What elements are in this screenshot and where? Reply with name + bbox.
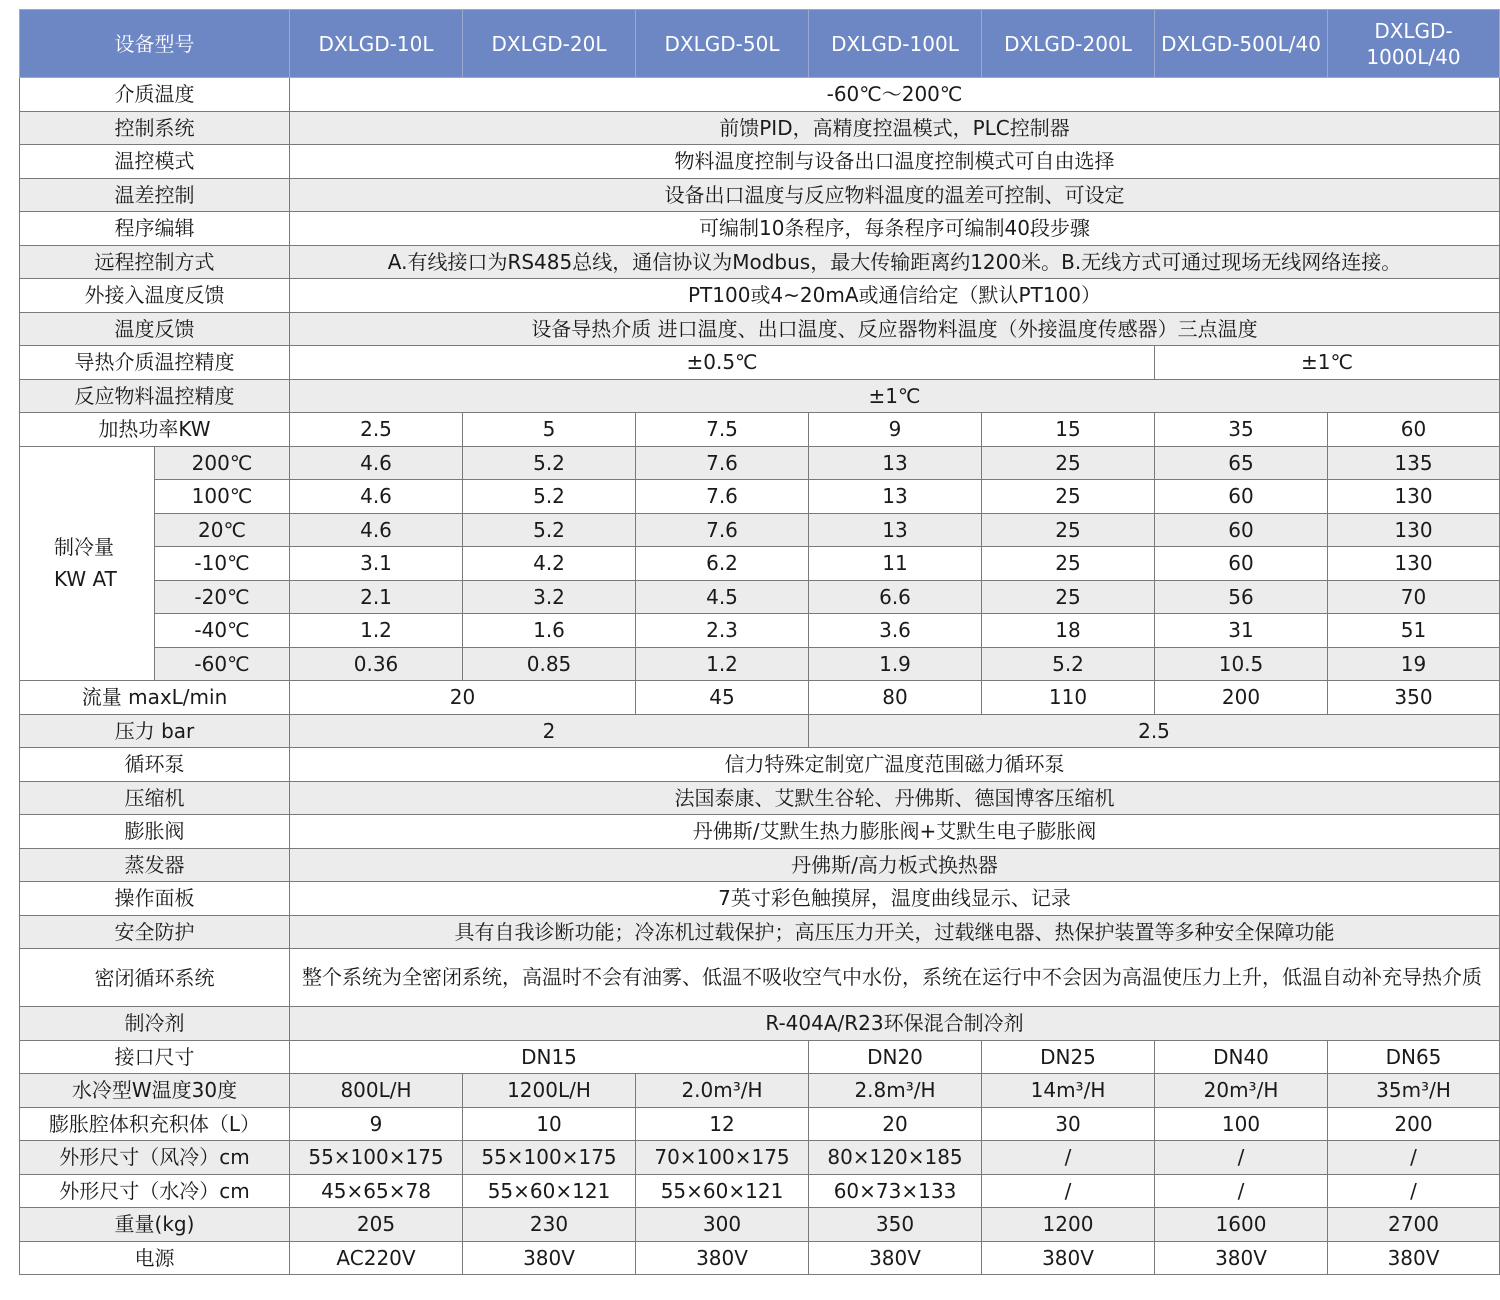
cell: 380V [1328,1241,1500,1275]
row-label: 蒸发器 [20,848,290,882]
cell: 4.5 [636,580,809,614]
cell: 25 [982,580,1155,614]
row-value: 具有自我诊断功能；冷冻机过载保护；高压压力开关，过载继电器、热保护装置等多种安全保障功能 [290,915,1500,949]
table-row [20,346,1500,380]
cell: 350 [1328,681,1500,715]
cooling-temp: 200℃ [155,446,290,480]
cell: 3.1 [290,547,463,581]
cell: 380V [982,1241,1155,1275]
row-label: 膨胀阀 [20,815,290,849]
cell: 1600 [1155,1208,1328,1242]
table-row [20,882,1500,916]
row-value: PT100或4~20mA或通信给定（默认PT100） [290,279,1500,313]
cell: 230 [463,1208,636,1242]
cell: 0.36 [290,647,463,681]
cell: 4.6 [290,446,463,480]
table-row [20,714,1500,748]
cell: 4.6 [290,480,463,514]
cell: 55×100×175 [463,1141,636,1175]
cell: 1.2 [636,647,809,681]
cell: 4.2 [463,547,636,581]
table-row [20,111,1500,145]
row-value: ±1℃ [290,379,1500,413]
row-label: 循环泵 [20,748,290,782]
cooling-temp: 20℃ [155,513,290,547]
cell: DN65 [1328,1040,1500,1074]
cell: 1.6 [463,614,636,648]
cell: 2.8m³/H [809,1074,982,1108]
cell: 31 [1155,614,1328,648]
table-row [20,1174,1500,1208]
cell: 80×120×185 [809,1141,982,1175]
row-value: 信力特殊定制宽广温度范围磁力循环泵 [290,748,1500,782]
cell: 35m³/H [1328,1074,1500,1108]
row-label: 膨胀腔体积充积体（L） [20,1107,290,1141]
row-label: 水冷型W温度30度 [20,1074,290,1108]
table-row [20,279,1500,313]
cell: 380V [636,1241,809,1275]
cell: 2 [290,714,809,748]
cell: 55×100×175 [290,1141,463,1175]
row-label: 重量(kg) [20,1208,290,1242]
row-label: 电源 [20,1241,290,1275]
model-header: DXLGD-1000L/40 [1328,10,1500,78]
cell: 2.1 [290,580,463,614]
table-row [20,1107,1500,1141]
cell: 2.0m³/H [636,1074,809,1108]
cell: 45 [636,681,809,715]
cooling-temp: 100℃ [155,480,290,514]
cell: AC220V [290,1241,463,1275]
cell: 200 [1155,681,1328,715]
row-label: 介质温度 [20,78,290,112]
cell: 130 [1328,513,1500,547]
cell: 14m³/H [982,1074,1155,1108]
table-row [20,1208,1500,1242]
cooling-label-line2: KW AT [54,567,117,592]
row-value: 物料温度控制与设备出口温度控制模式可自由选择 [290,145,1500,179]
row-label: 外形尺寸（水冷）cm [20,1174,290,1208]
row-value: 整个系统为全密闭系统，高温时不会有油雾、低温不吸收空气中水份，系统在运行中不会因为高温使压力上升，低温自动补充导热介质 [290,949,1500,1007]
cell: 350 [809,1208,982,1242]
table-row [20,614,1500,648]
cell: 55×60×121 [636,1174,809,1208]
row-value: 丹佛斯/高力板式换热器 [290,848,1500,882]
table-row [20,446,1500,480]
table-row [20,212,1500,246]
row-value: ±0.5℃ [290,346,1155,380]
row-value: 设备出口温度与反应物料温度的温差可控制、可设定 [290,178,1500,212]
cell: 60 [1328,413,1500,447]
cell: 380V [463,1241,636,1275]
row-label: 温控模式 [20,145,290,179]
cell: 205 [290,1208,463,1242]
model-header: DXLGD-10L [290,10,463,78]
cell: 25 [982,513,1155,547]
cell: 3.6 [809,614,982,648]
cell: 2.5 [809,714,1500,748]
row-label: 密闭循环系统 [20,949,290,1007]
cell: DN20 [809,1040,982,1074]
table-row [20,647,1500,681]
cooling-temp: -20℃ [155,580,290,614]
cell: 25 [982,480,1155,514]
table-row [20,413,1500,447]
table-row [20,312,1500,346]
cell: 80 [809,681,982,715]
cooling-label-line1: 制冷量 [54,535,114,560]
cell: / [982,1174,1155,1208]
row-label: 压缩机 [20,781,290,815]
row-value: R-404A/R23环保混合制冷剂 [290,1007,1500,1041]
cell: 12 [636,1107,809,1141]
cell: 1.2 [290,614,463,648]
row-label: 外接入温度反馈 [20,279,290,313]
cell: 20 [290,681,636,715]
cell: 51 [1328,614,1500,648]
cell: 13 [809,446,982,480]
row-label: 安全防护 [20,915,290,949]
cell: 380V [809,1241,982,1275]
row-label: 操作面板 [20,882,290,916]
row-label: 反应物料温控精度 [20,379,290,413]
cell: 45×65×78 [290,1174,463,1208]
table-row [20,949,1500,1007]
row-value: ±1℃ [1155,346,1500,380]
cell: DN15 [290,1040,809,1074]
cell: 11 [809,547,982,581]
cell: 56 [1155,580,1328,614]
cell: 15 [982,413,1155,447]
cell: 7.5 [636,413,809,447]
model-header: DXLGD-20L [463,10,636,78]
table-header [20,10,1500,78]
cell: 4.6 [290,513,463,547]
cell: 1200 [982,1208,1155,1242]
row-value: 丹佛斯/艾默生热力膨胀阀+艾默生电子膨胀阀 [290,815,1500,849]
cell: 60 [1155,513,1328,547]
cell: 9 [809,413,982,447]
table-row [20,580,1500,614]
model-header: DXLGD-200L [982,10,1155,78]
table-row [20,513,1500,547]
cell: 5 [463,413,636,447]
table-row [20,1074,1500,1108]
cell: 65 [1155,446,1328,480]
cell: / [1328,1174,1500,1208]
cooling-temp: -10℃ [155,547,290,581]
row-label: 远程控制方式 [20,245,290,279]
row-label: 制冷剂 [20,1007,290,1041]
cell: 35 [1155,413,1328,447]
cell: 25 [982,547,1155,581]
cell: 7.6 [636,446,809,480]
table-row [20,145,1500,179]
cell: 20 [809,1107,982,1141]
row-value: 前馈PID，高精度控温模式，PLC控制器 [290,111,1500,145]
cell: 800L/H [290,1074,463,1108]
cell: 2700 [1328,1208,1500,1242]
cell: 380V [1155,1241,1328,1275]
table-row [20,748,1500,782]
header-label: 设备型号 [20,10,290,78]
cell: DN25 [982,1040,1155,1074]
cell: 0.85 [463,647,636,681]
row-label: 控制系统 [20,111,290,145]
row-value: 可编制10条程序，每条程序可编制40段步骤 [290,212,1500,246]
cell: 30 [982,1107,1155,1141]
row-label: 温度反馈 [20,312,290,346]
table-row [20,178,1500,212]
cell: 3.2 [463,580,636,614]
row-label: 外形尺寸（风冷）cm [20,1141,290,1175]
cell: / [1155,1141,1328,1175]
cooling-label [20,446,155,681]
table-row [20,1007,1500,1041]
cell: 10 [463,1107,636,1141]
cell: 20m³/H [1155,1074,1328,1108]
cell: 60 [1155,547,1328,581]
model-header: DXLGD-500L/40 [1155,10,1328,78]
cell: 5.2 [463,480,636,514]
table-row [20,547,1500,581]
cell: 1200L/H [463,1074,636,1108]
cell: 5.2 [463,446,636,480]
cooling-temp: -40℃ [155,614,290,648]
model-header: DXLGD-50L [636,10,809,78]
cell: 7.6 [636,513,809,547]
cell: 60×73×133 [809,1174,982,1208]
cell: 2.3 [636,614,809,648]
table-row [20,78,1500,112]
cell: 5.2 [982,647,1155,681]
row-label: 温差控制 [20,178,290,212]
cell: 9 [290,1107,463,1141]
cell: / [982,1141,1155,1175]
cell: 6.6 [809,580,982,614]
row-value: 7英寸彩色触摸屏，温度曲线显示、记录 [290,882,1500,916]
cell: 110 [982,681,1155,715]
row-value: 法国泰康、艾默生谷轮、丹佛斯、德国博客压缩机 [290,781,1500,815]
cell: 300 [636,1208,809,1242]
spec-table [19,9,1500,1275]
row-label: 导热介质温控精度 [20,346,290,380]
row-label: 接口尺寸 [20,1040,290,1074]
cell: 10.5 [1155,647,1328,681]
cell: / [1155,1174,1328,1208]
cell: 60 [1155,480,1328,514]
cell: 7.6 [636,480,809,514]
cooling-temp: -60℃ [155,647,290,681]
cell: 19 [1328,647,1500,681]
cell: 55×60×121 [463,1174,636,1208]
cell: 135 [1328,446,1500,480]
table-row [20,915,1500,949]
row-value: A.有线接口为RS485总线，通信协议为Modbus，最大传输距离约1200米。B.无线方式可通过现场无线网络连接。 [290,245,1500,279]
table-row [20,245,1500,279]
cell: 130 [1328,547,1500,581]
table-row [20,480,1500,514]
cell: 6.2 [636,547,809,581]
row-value: 设备导热介质 进口温度、出口温度、反应器物料温度（外接温度传感器）三点温度 [290,312,1500,346]
cell: 2.5 [290,413,463,447]
row-label: 流量 maxL/min [20,681,290,715]
cell: 13 [809,513,982,547]
table-row [20,781,1500,815]
row-label: 加热功率KW [20,413,290,447]
cell: 100 [1155,1107,1328,1141]
cell: DN40 [1155,1040,1328,1074]
cell: 200 [1328,1107,1500,1141]
table-row [20,379,1500,413]
cell: 70×100×175 [636,1141,809,1175]
table-row [20,815,1500,849]
cell: / [1328,1141,1500,1175]
cell: 70 [1328,580,1500,614]
cell: 5.2 [463,513,636,547]
row-value: -60℃～200℃ [290,78,1500,112]
table-row [20,1241,1500,1275]
row-label: 程序编辑 [20,212,290,246]
cell: 130 [1328,480,1500,514]
table-row [20,681,1500,715]
cell: 1.9 [809,647,982,681]
cell: 13 [809,480,982,514]
table-row [20,1141,1500,1175]
cell: 25 [982,446,1155,480]
model-header: DXLGD-100L [809,10,982,78]
table-row [20,848,1500,882]
table-row [20,1040,1500,1074]
cell: 18 [982,614,1155,648]
row-label: 压力 bar [20,714,290,748]
